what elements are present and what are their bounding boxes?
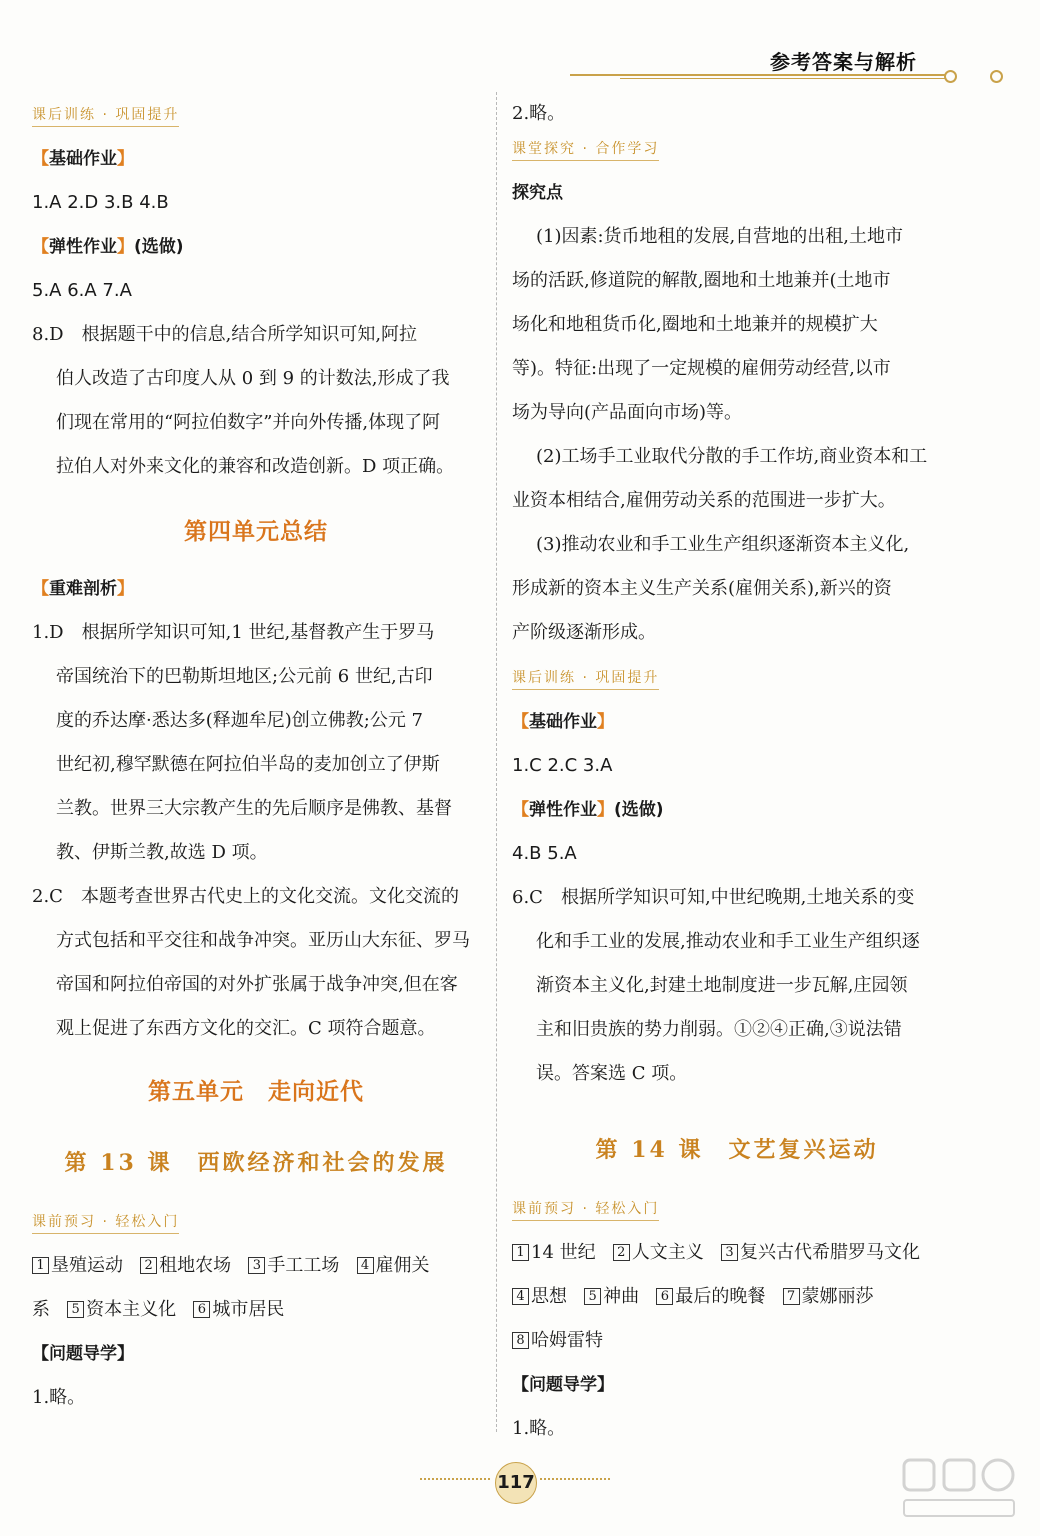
unit-title: 第五单元 走向近代 — [148, 1079, 364, 1105]
explore-point-heading: 探究点 — [512, 183, 563, 203]
answer-line: 1.C 2.C 3.A — [512, 755, 613, 776]
header-ornament-icon — [944, 70, 957, 83]
preview-answers-line: 8 哈姆雷特 — [512, 1319, 962, 1363]
preview-answers-line: 1 14 世纪 2 人文主义 3 复兴古代希腊罗马文化 — [512, 1231, 962, 1275]
answer-explanation-6: 6.C 根据所学知识可知,中世纪晚期,土地关系的变 化和手工业的发展,推动农业和手工业生产组织逐 渐资本主义化,封建土地制度进一步瓦解,庄园领 主和旧贵族的势力削弱。①②④正确,③说法错 误。答案选 C 项。 — [512, 887, 920, 1084]
left-column — [32, 92, 480, 1420]
preview-answers-line: 1 垦殖运动 2 租地农场 3 手工工场 4 雇佣关 — [32, 1244, 480, 1288]
key-analysis-heading: 【重难剖析】 — [32, 579, 134, 599]
elastic-homework-heading: 【弹性作业】(选做) — [512, 800, 664, 820]
lesson-title: 第 13 课 西欧经济和社会的发展 — [64, 1150, 448, 1176]
section-label: 课前预习 · 轻松入门 — [32, 1211, 179, 1234]
question-guide-heading: 【问题导学】 — [32, 1344, 134, 1364]
footer-dots — [540, 1478, 610, 1480]
page-header-title: 参考答案与解析 — [770, 50, 917, 74]
header-rule-thin — [620, 78, 950, 79]
answer-explanation-8: 8.D 根据题干中的信息,结合所学知识可知,阿拉 伯人改造了古印度人从 0 到 9 的计数法,形成了我 们现在常用的“阿拉伯数字”并向外传播,体现了阿 拉伯人对外来文化的兼容和改造创新。D 项正确。 — [32, 324, 455, 477]
column-divider — [496, 92, 497, 1432]
elastic-homework-heading: 【弹性作业】(选做) — [32, 237, 184, 257]
answer-line: 1.略。 — [32, 1387, 86, 1408]
section-label: 课前预习 · 轻松入门 — [512, 1198, 659, 1221]
question-guide-heading: 【问题导学】 — [512, 1375, 614, 1395]
answer-line: 1.A 2.D 3.B 4.B — [32, 192, 169, 213]
preview-answers-line: 4 思想 5 神曲 6 最后的晚餐 7 蒙娜丽莎 — [512, 1275, 962, 1319]
watermark-logo-icon — [900, 1454, 1020, 1524]
section-label: 课后训练 · 巩固提升 — [32, 104, 179, 127]
section-label: 课堂探究 · 合作学习 — [512, 138, 659, 161]
header-ornament-icon — [990, 70, 1003, 83]
header-rule — [570, 74, 950, 76]
answer-explanation-1: 1.D 根据所学知识可知,1 世纪,基督教产生于罗马 帝国统治下的巴勒斯坦地区;公元前 6 世纪,古印 度的乔达摩·悉达多(释迦牟尼)创立佛教;公元 7 世纪初,穆罕默德在阿拉伯半岛的麦加创立了伊斯 兰教。世界三大宗教产生的先后顺序是佛教、基督 教、伊斯兰教,故选 D 项。 — [32, 622, 452, 863]
answer-line: 1.略。 — [512, 1418, 566, 1439]
page-number: 117 — [495, 1462, 537, 1504]
explore-answers: (1)因素:货币地租的发展,自营地的出租,土地市 场的活跃,修道院的解散,圈地和土地兼并(土地市 场化和地租货币化,圈地和土地兼并的规模扩大 等)。特征:出现了一定规模的雇佣劳动经营,以市 场为导向(产品面向市场)等。 (2)工场手工业取代分散的手工作坊,商业资本和工 业资本相结合,雇佣劳动关系的范围进一步扩大。 (3)推动农业和手工业生产组织逐渐资本主义化, 形成新的资本主义生产关系(雇佣关系),新兴的资 产阶级逐渐形成。 — [512, 226, 928, 643]
footer-dots — [420, 1478, 490, 1480]
basic-homework-heading: 【基础作业】 — [32, 149, 134, 169]
answer-line: 4.B 5.A — [512, 843, 577, 864]
answer-explanation-2: 2.C 本题考查世界古代史上的文化交流。文化交流的 方式包括和平交往和战争冲突。亚历山大东征、罗马 帝国和阿拉伯帝国的对外扩张属于战争冲突,但在客 观上促进了东西方文化的交汇。C 项符合题意。 — [32, 886, 470, 1039]
answer-line: 5.A 6.A 7.A — [32, 280, 132, 301]
section-label: 课后训练 · 巩固提升 — [512, 667, 659, 690]
unit-title: 第四单元总结 — [184, 519, 328, 545]
preview-answers-line: 系 5 资本主义化 6 城市居民 — [32, 1299, 285, 1320]
right-column — [512, 92, 962, 1451]
lesson-title: 第 14 课 文艺复兴运动 — [595, 1137, 879, 1163]
answer-line: 2.略。 — [512, 103, 566, 124]
basic-homework-heading: 【基础作业】 — [512, 712, 614, 732]
